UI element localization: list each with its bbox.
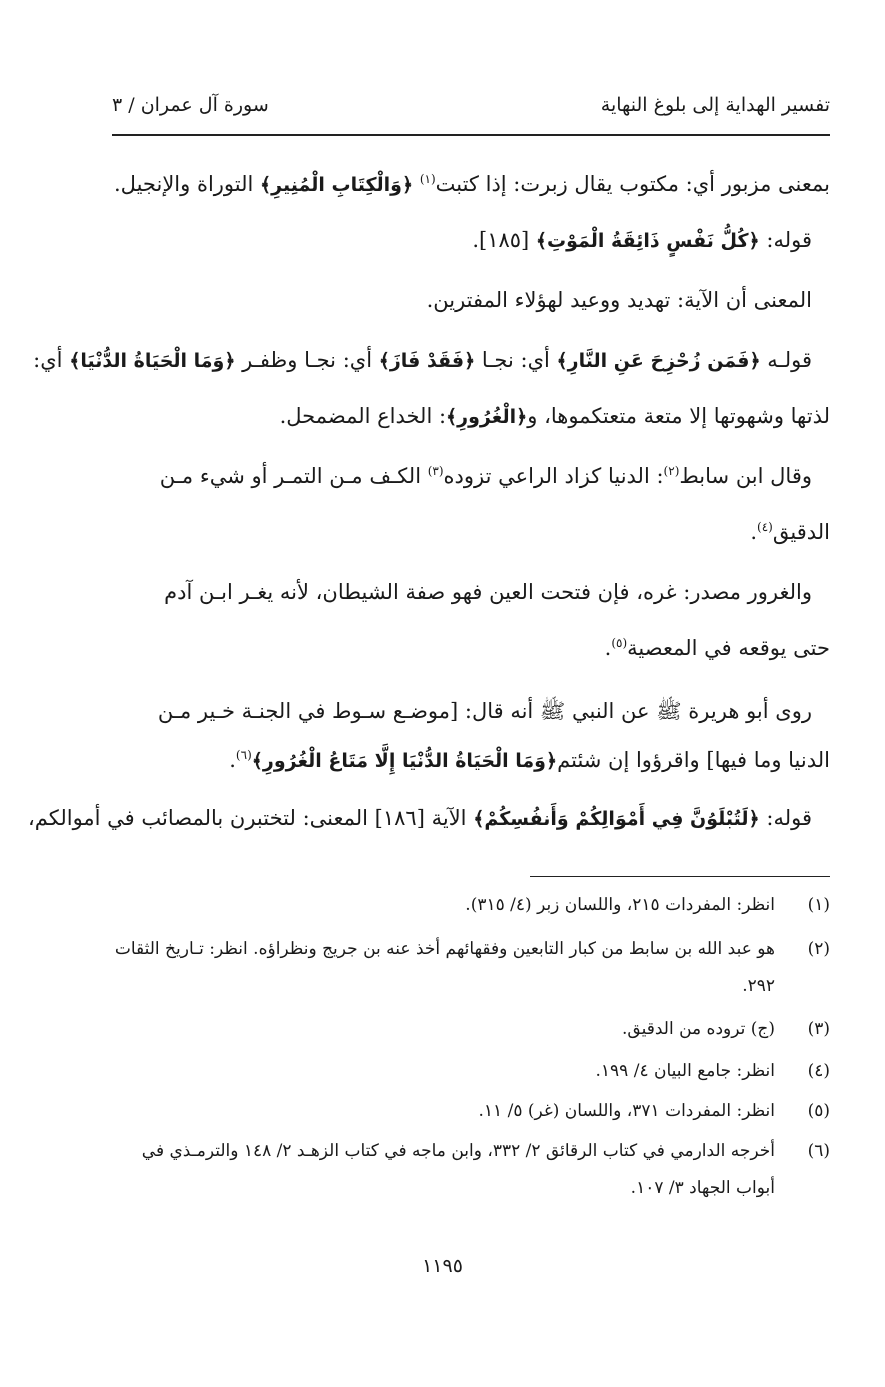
- text-line: والغرور مصدر: غره، فإن فتحت العين فهو صفة الشيطان، لأنه يغـر ابـن آدم: [164, 580, 812, 604]
- footnote-text: هو عبد الله بن سابط من كبار التابعين وفقهائهم أخذ عنه بن جريج ونظراؤه. انظر: تـاريخ الثقات ٢٩٢.: [114, 939, 775, 996]
- footnote-ref: (٣): [427, 464, 444, 478]
- text-line: قوله: ﴿كُلُّ نَفْسٍ ذَائِقَةُ الْمَوْتِ﴾ [١٨٥].: [472, 228, 812, 252]
- text-line: قولـه ﴿فَمَن زُحْزِحَ عَنِ النَّارِ﴾ أي: نجـا ﴿فَقَدْ فَازَ﴾ أي: نجـا وظفـر ﴿وَمَا الْحَيَاةُ الدُّنْيَا﴾ أي:: [33, 348, 812, 372]
- footnote-text: انظر: المفردات ٣٧١، واللسان (غر) ٥/ ١١.: [478, 1101, 775, 1121]
- footnote-number: (٥): [807, 1101, 830, 1121]
- footnote-text: انظر: جامع البيان ٤/ ١٩٩.: [595, 1061, 775, 1081]
- quran-quote: ﴿وَالْكِتَابِ الْمُنِيرِ﴾: [260, 174, 414, 196]
- footnote-ref: (٥): [611, 636, 628, 650]
- footnote-ref: (٤): [757, 520, 773, 534]
- quran-quote: ﴿فَقَدْ فَازَ﴾: [378, 350, 476, 372]
- text-line: حتى يوقعه في المعصية$^{(٥)}$.: [604, 636, 830, 660]
- text-line: الدقيق$^{(٤)}$.: [750, 520, 830, 544]
- text-line: بمعنى مزبور أي: مكتوب يقال زبرت: إذا كتبت$^{(١)}$ ﴿وَالْكِتَابِ الْمُنِيرِ﴾ التوراة والإنجيل.: [114, 172, 830, 196]
- quran-quote: ﴿فَمَن زُحْزِحَ عَنِ النَّارِ﴾: [556, 350, 761, 372]
- quran-quote: ﴿الْغُرُورِ﴾: [446, 406, 528, 428]
- text-line: لذتها وشهوتها إلا متعة متعتكموها، و﴿الْغُرُورِ﴾: الخداع المضمحل.: [279, 404, 830, 428]
- footnote-number: (٣): [807, 1019, 830, 1039]
- page-number: ١١٩٥: [422, 1255, 463, 1277]
- quran-quote: ﴿كُلُّ نَفْسٍ ذَائِقَةُ الْمَوْتِ﴾: [535, 230, 760, 252]
- footnote-divider: [530, 876, 830, 877]
- quran-quote: ﴿لَتُبْلَوُنَّ فِي أَمْوَالِكُمْ وَأَنفُسِكُمْ﴾: [473, 808, 760, 830]
- footnote-ref: (٢): [663, 464, 680, 478]
- text-line: المعنى أن الآية: تهديد ووعيد لهؤلاء المفترين.: [426, 288, 812, 312]
- footnote-ref: (١): [419, 172, 436, 186]
- footnote-text: أخرجه الدارمي في كتاب الرقائق ٢/ ٣٣٢، وابن ماجه في كتاب الزهـد ٢/ ١٤٨ والترمـذي في أبواب الجهاد ٣/ ١٠٧.: [141, 1141, 775, 1198]
- footnote-text: انظر: المفردات ٢١٥، واللسان زبر (٤/ ٣١٥).: [465, 895, 775, 915]
- book-title: تفسير الهداية إلى بلوغ النهاية: [600, 94, 830, 116]
- text-line: الدنيا وما فيها] واقرؤوا إن شئتم﴿وَمَا الْحَيَاةُ الدُّنْيَا إِلَّا مَتَاعُ الْغُرُورِ﴾$^{(٦)}$.: [229, 748, 830, 772]
- surah-title: سورة آل عمران / ٣: [112, 94, 269, 116]
- quran-quote: ﴿وَمَا الْحَيَاةُ الدُّنْيَا إِلَّا مَتَاعُ الْغُرُورِ﴾: [251, 750, 558, 772]
- text-line: وقال ابن سابط$^{(٢)}$: الدنيا كزاد الراعي تزوده$^{(٣)}$ الكـف مـن التمـر أو شيء مـن: [159, 464, 812, 488]
- quran-quote: ﴿وَمَا الْحَيَاةُ الدُّنْيَا﴾: [69, 350, 236, 372]
- text-line: قوله: ﴿لَتُبْلَوُنَّ فِي أَمْوَالِكُمْ وَأَنفُسِكُمْ﴾ الآية [١٨٦] المعنى: لتختبرن بالمصائب في أموالكم،: [27, 806, 812, 830]
- footnote-number: (١): [807, 895, 830, 915]
- footnote-number: (٤): [807, 1061, 830, 1081]
- footnote-ref: (٦): [235, 748, 252, 762]
- footnote-number: (٦): [807, 1141, 830, 1161]
- footnote-number: (٢): [807, 939, 830, 959]
- footnote-text: (ج) تروده من الدقيق.: [622, 1019, 775, 1039]
- page-header: [112, 92, 830, 126]
- header-divider: [112, 134, 830, 136]
- text-line: روى أبو هريرة ﷺ عن النبي ﷺ أنه قال: [موضـع سـوط في الجنـة خـير مـن: [157, 699, 812, 723]
